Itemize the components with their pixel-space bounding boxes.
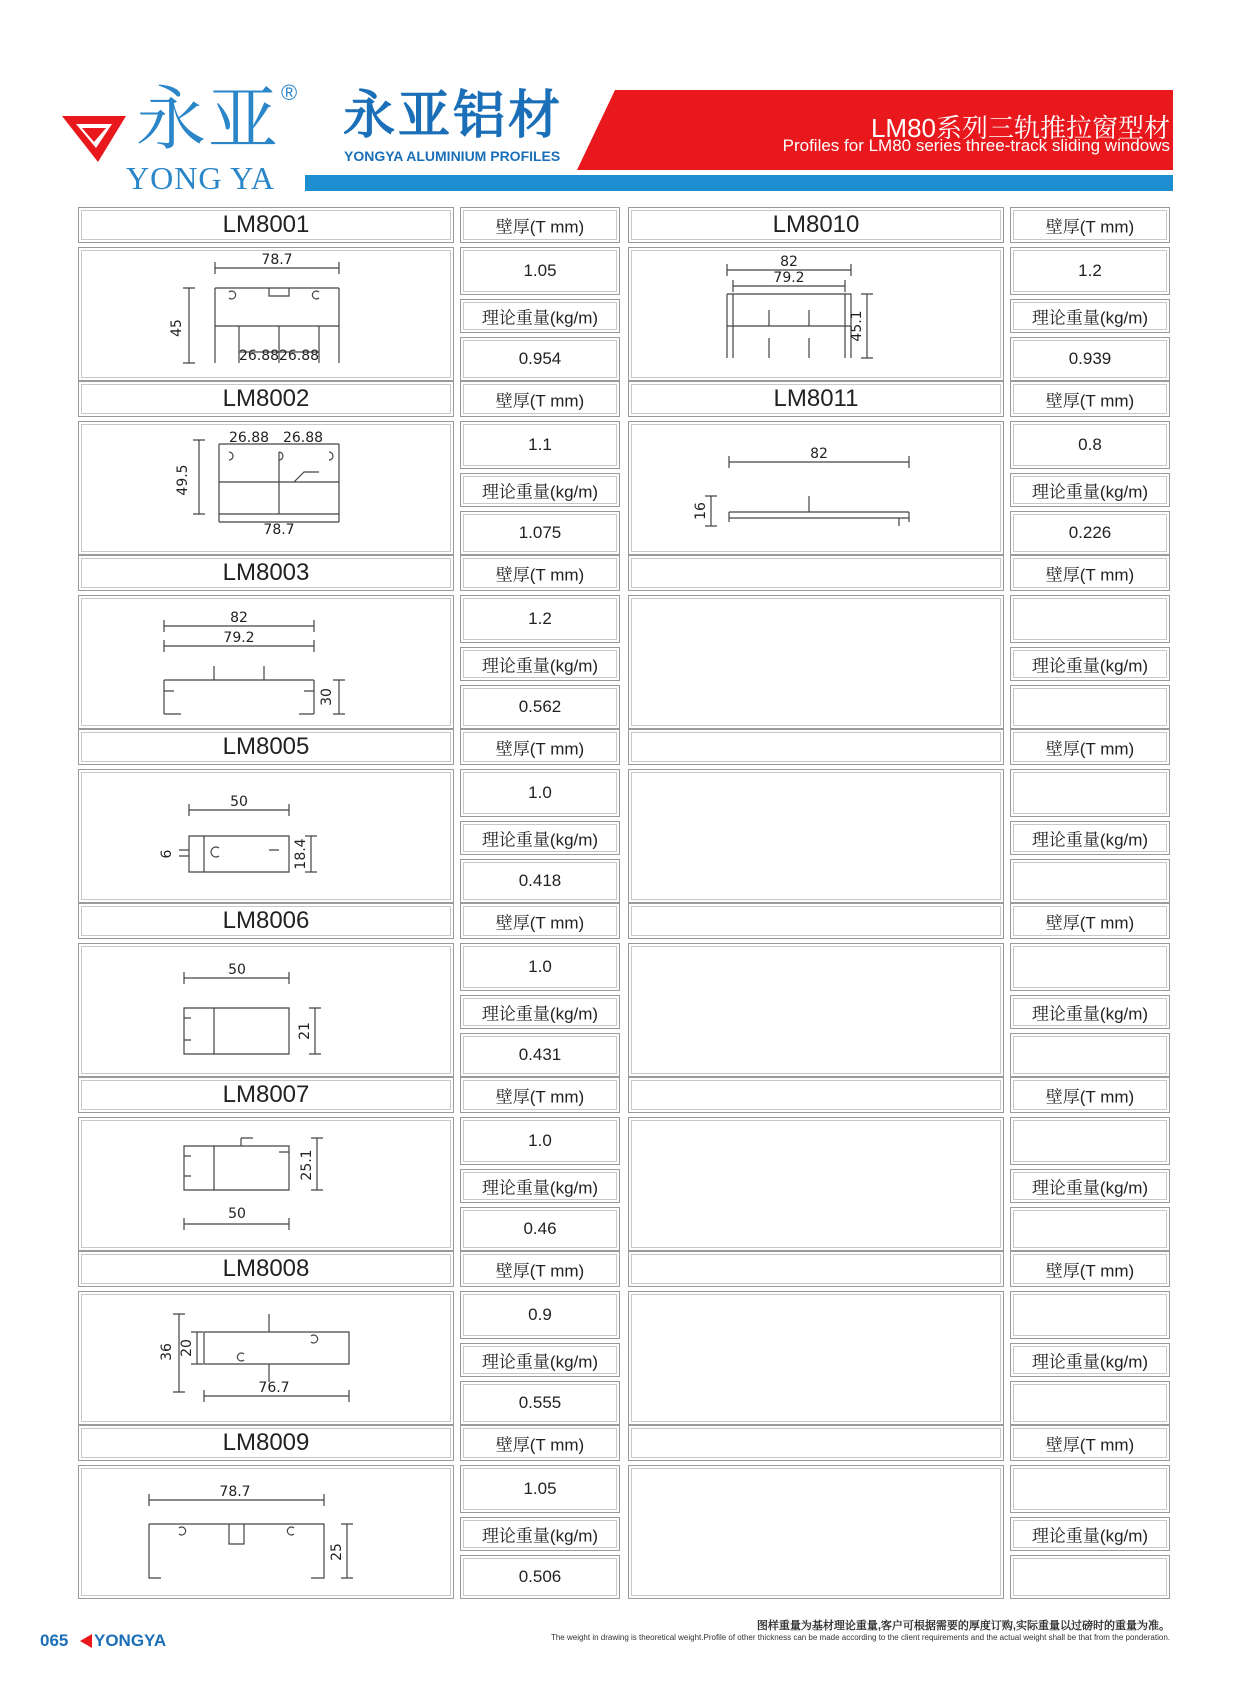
dimension-label: 26.88 — [228, 430, 270, 446]
empty-drawing-cell — [628, 769, 1004, 903]
thickness-label-cell — [460, 1425, 620, 1461]
weight-label: 理论重量(kg/m) — [481, 1352, 599, 1372]
profile-drawing-lm8001-cell — [78, 247, 454, 381]
thickness-label: 壁厚(T mm) — [495, 1087, 585, 1107]
thickness-value-cell — [460, 247, 620, 295]
profile-name: LM8002 — [222, 385, 310, 412]
weight-label-cell — [460, 647, 620, 681]
weight-label-cell — [1010, 299, 1170, 333]
weight-value-cell — [1010, 1555, 1170, 1599]
dimension-label: 45 — [169, 319, 185, 337]
dimension-label: 82 — [810, 446, 828, 462]
profile-drawing-lm8005-cell — [78, 769, 454, 903]
thickness-value: 1.2 — [528, 609, 552, 628]
footer-note-cn: 图样重量为基材理论重量,客户可根据需要的厚度订购,实际重量以过磅时的重量为准。 — [756, 1620, 1170, 1632]
dimension-label: 25 — [329, 1543, 345, 1561]
weight-value-cell — [460, 337, 620, 381]
dimension-label: 26.88 — [278, 348, 320, 364]
profile-name: LM8010 — [772, 211, 860, 238]
thickness-label: 壁厚(T mm) — [495, 217, 585, 237]
thickness-value: 0.8 — [1078, 435, 1102, 454]
thickness-label-cell — [1010, 207, 1170, 243]
weight-label-cell — [1010, 1343, 1170, 1377]
weight-label: 理论重量(kg/m) — [1031, 1004, 1149, 1024]
thickness-value: 1.0 — [528, 783, 552, 802]
weight-value: 0.954 — [518, 349, 562, 368]
company-name-en: YONGYA ALUMINIUM PROFILES — [344, 148, 561, 164]
weight-value: 0.939 — [1068, 349, 1112, 368]
thickness-label-cell — [1010, 903, 1170, 939]
thickness-label-cell — [460, 555, 620, 591]
dimension-label: 6 — [159, 849, 175, 859]
empty-name-cell — [628, 903, 1004, 939]
thickness-label: 壁厚(T mm) — [1045, 739, 1135, 759]
cross-section-diagram — [79, 770, 453, 902]
weight-label: 理论重量(kg/m) — [481, 308, 599, 328]
weight-value-cell — [460, 1207, 620, 1251]
weight-value-cell — [1010, 1207, 1170, 1251]
profile-name-cell — [628, 207, 1004, 243]
thickness-value: 0.9 — [528, 1305, 552, 1324]
weight-value-cell — [460, 859, 620, 903]
dimension-label: 21 — [297, 1022, 313, 1040]
dimension-label: 78.7 — [263, 522, 295, 538]
weight-label: 理论重量(kg/m) — [481, 1526, 599, 1546]
profile-name: LM8007 — [222, 1081, 310, 1108]
weight-label-cell — [1010, 647, 1170, 681]
thickness-label-cell — [460, 207, 620, 243]
weight-value-cell — [1010, 511, 1170, 555]
profile-name-cell — [78, 903, 454, 939]
empty-name-cell — [628, 1425, 1004, 1461]
weight-value: 0.46 — [523, 1219, 557, 1238]
profile-drawing-lm8002-cell — [78, 421, 454, 555]
weight-label: 理论重量(kg/m) — [481, 1178, 599, 1198]
weight-value: 0.226 — [1068, 523, 1112, 542]
profile-name: LM8006 — [222, 907, 310, 934]
profile-name: LM8008 — [222, 1255, 310, 1282]
dimension-label: 50 — [228, 962, 246, 978]
thickness-value: 1.05 — [523, 261, 557, 280]
cross-section-diagram — [79, 1118, 453, 1250]
weight-label-cell — [460, 473, 620, 507]
thickness-label: 壁厚(T mm) — [495, 739, 585, 759]
thickness-value: 1.05 — [523, 1479, 557, 1498]
weight-label-cell — [460, 995, 620, 1029]
thickness-label-cell — [460, 381, 620, 417]
brand-name-cn: 永亚 — [136, 78, 280, 160]
yongya-logo-mark — [62, 112, 126, 166]
empty-name-cell — [628, 1251, 1004, 1287]
thickness-label-cell — [1010, 555, 1170, 591]
empty-drawing-cell — [628, 1117, 1004, 1251]
weight-value: 0.418 — [518, 871, 562, 890]
weight-value-cell — [460, 1381, 620, 1425]
header-blue-band — [305, 175, 1173, 191]
weight-label-cell — [460, 1517, 620, 1551]
weight-label: 理论重量(kg/m) — [1031, 1178, 1149, 1198]
cross-section-diagram — [79, 422, 453, 554]
thickness-value-cell — [460, 1465, 620, 1513]
weight-label: 理论重量(kg/m) — [1031, 1352, 1149, 1372]
profile-name-cell — [78, 729, 454, 765]
thickness-value-cell — [460, 1117, 620, 1165]
profile-drawing-lm8003-cell — [78, 595, 454, 729]
footer-note-en: The weight in drawing is theoretical weight.Profile of other thickness can be made according to the client requirements and the actual weight shall be that from the ponderation. — [550, 1633, 1170, 1642]
dimension-label: 82 — [780, 254, 798, 270]
profile-name: LM8005 — [222, 733, 310, 760]
thickness-label: 壁厚(T mm) — [1045, 217, 1135, 237]
profile-name-cell — [78, 1077, 454, 1113]
empty-drawing-cell — [628, 1291, 1004, 1425]
dimension-label: 45.1 — [849, 310, 865, 342]
page-number: 065 — [40, 1631, 69, 1650]
thickness-label-cell — [460, 903, 620, 939]
profile-drawing-lm8007-cell — [78, 1117, 454, 1251]
thickness-value-cell — [460, 943, 620, 991]
weight-label: 理论重量(kg/m) — [1031, 308, 1149, 328]
weight-value-cell — [460, 511, 620, 555]
brand-name-en: YONG YA — [126, 160, 275, 196]
dimension-label: 76.7 — [258, 1380, 290, 1396]
dimension-label: 78.7 — [219, 1484, 251, 1500]
profile-drawing-lm8011-cell — [628, 421, 1004, 555]
profile-drawing-lm8009-cell — [78, 1465, 454, 1599]
thickness-value-cell — [1010, 769, 1170, 817]
profile-name-cell — [78, 207, 454, 243]
thickness-label-cell — [1010, 1425, 1170, 1461]
weight-value: 0.431 — [518, 1045, 562, 1064]
thickness-value-cell — [1010, 943, 1170, 991]
dimension-label: 16 — [693, 502, 709, 520]
cross-section-diagram — [79, 944, 453, 1076]
company-name-cn: 永亚铝材 — [343, 87, 564, 145]
weight-label-cell — [460, 821, 620, 855]
thickness-value-cell — [1010, 421, 1170, 469]
weight-value: 1.075 — [518, 523, 562, 542]
dimension-label: 49.5 — [175, 464, 191, 496]
cross-section-diagram — [629, 248, 1003, 380]
weight-label: 理论重量(kg/m) — [481, 1004, 599, 1024]
profile-name-cell — [628, 381, 1004, 417]
dimension-label: 50 — [230, 794, 248, 810]
series-title-cn: LM80系列三轨推拉窗型材 — [870, 113, 1170, 143]
thickness-value: 1.2 — [1078, 261, 1102, 280]
thickness-label: 壁厚(T mm) — [1045, 913, 1135, 933]
dimension-label: 79.2 — [773, 270, 805, 286]
footer-brand: YONGYA — [94, 1631, 167, 1650]
thickness-label: 壁厚(T mm) — [1045, 1261, 1135, 1281]
thickness-label: 壁厚(T mm) — [495, 565, 585, 585]
dimension-label: 36 — [159, 1343, 175, 1361]
thickness-value: 1.0 — [528, 957, 552, 976]
profile-drawing-lm8008-cell — [78, 1291, 454, 1425]
weight-label-cell — [460, 299, 620, 333]
thickness-value-cell — [460, 595, 620, 643]
dimension-label: 25.1 — [299, 1149, 315, 1181]
series-title-en: Profiles for LM80 series three-track sliding windows — [782, 136, 1170, 155]
weight-label: 理论重量(kg/m) — [1031, 1526, 1149, 1546]
thickness-label: 壁厚(T mm) — [1045, 391, 1135, 411]
profile-name-cell — [78, 555, 454, 591]
weight-label-cell — [1010, 473, 1170, 507]
weight-value-cell — [1010, 1033, 1170, 1077]
weight-value: 0.562 — [518, 697, 562, 716]
weight-value-cell — [1010, 337, 1170, 381]
weight-label: 理论重量(kg/m) — [481, 656, 599, 676]
thickness-value-cell — [1010, 1117, 1170, 1165]
weight-value-cell — [460, 1033, 620, 1077]
thickness-label: 壁厚(T mm) — [495, 1261, 585, 1281]
weight-label: 理论重量(kg/m) — [1031, 830, 1149, 850]
empty-name-cell — [628, 1077, 1004, 1113]
thickness-label: 壁厚(T mm) — [495, 391, 585, 411]
thickness-value-cell — [460, 421, 620, 469]
thickness-label-cell — [1010, 1077, 1170, 1113]
thickness-label: 壁厚(T mm) — [1045, 1087, 1135, 1107]
thickness-label: 壁厚(T mm) — [1045, 565, 1135, 585]
profile-name-cell — [78, 381, 454, 417]
weight-value: 0.555 — [518, 1393, 562, 1412]
weight-value-cell — [460, 685, 620, 729]
weight-label-cell — [1010, 1169, 1170, 1203]
dimension-label: 26.88 — [238, 348, 280, 364]
weight-label: 理论重量(kg/m) — [481, 830, 599, 850]
thickness-label-cell — [460, 729, 620, 765]
thickness-value-cell — [1010, 1291, 1170, 1339]
thickness-value-cell — [1010, 247, 1170, 295]
profile-name: LM8001 — [222, 211, 310, 238]
thickness-value: 1.0 — [528, 1131, 552, 1150]
profile-name: LM8011 — [773, 385, 859, 412]
weight-value: 0.506 — [518, 1567, 562, 1586]
cross-section-diagram — [79, 248, 453, 380]
weight-label: 理论重量(kg/m) — [1031, 482, 1149, 502]
dimension-label: 50 — [228, 1206, 246, 1222]
empty-name-cell — [628, 555, 1004, 591]
dimension-label: 20 — [179, 1339, 195, 1357]
empty-drawing-cell — [628, 943, 1004, 1077]
dimension-label: 26.88 — [282, 430, 324, 446]
weight-value-cell — [1010, 685, 1170, 729]
empty-name-cell — [628, 729, 1004, 765]
cross-section-diagram — [79, 1466, 453, 1598]
profile-name-cell — [78, 1425, 454, 1461]
cross-section-diagram — [79, 1292, 453, 1424]
dimension-label: 78.7 — [261, 252, 293, 268]
thickness-label: 壁厚(T mm) — [495, 913, 585, 933]
dimension-label: 18.4 — [293, 838, 309, 870]
thickness-label-cell — [1010, 729, 1170, 765]
profile-drawing-lm8010-cell — [628, 247, 1004, 381]
cross-section-diagram — [79, 596, 453, 728]
thickness-value-cell — [460, 769, 620, 817]
registered-mark: ® — [281, 80, 298, 105]
weight-label-cell — [460, 1343, 620, 1377]
thickness-label-cell — [460, 1251, 620, 1287]
profile-name-cell — [78, 1251, 454, 1287]
thickness-value-cell — [460, 1291, 620, 1339]
dimension-label: 79.2 — [223, 630, 255, 646]
thickness-value-cell — [1010, 595, 1170, 643]
thickness-value: 1.1 — [528, 435, 552, 454]
empty-drawing-cell — [628, 1465, 1004, 1599]
profile-name: LM8009 — [222, 1429, 310, 1456]
thickness-label: 壁厚(T mm) — [1045, 1435, 1135, 1455]
weight-value-cell — [1010, 859, 1170, 903]
weight-label-cell — [1010, 995, 1170, 1029]
thickness-label-cell — [1010, 381, 1170, 417]
weight-label-cell — [1010, 1517, 1170, 1551]
weight-label: 理论重量(kg/m) — [481, 482, 599, 502]
profile-drawing-lm8006-cell — [78, 943, 454, 1077]
thickness-label: 壁厚(T mm) — [495, 1435, 585, 1455]
thickness-label-cell — [1010, 1251, 1170, 1287]
weight-value-cell — [460, 1555, 620, 1599]
weight-label-cell — [460, 1169, 620, 1203]
weight-value-cell — [1010, 1381, 1170, 1425]
thickness-value-cell — [1010, 1465, 1170, 1513]
weight-label-cell — [1010, 821, 1170, 855]
profile-name: LM8003 — [222, 559, 310, 586]
cross-section-diagram — [629, 422, 1003, 554]
weight-label: 理论重量(kg/m) — [1031, 656, 1149, 676]
dimension-label: 82 — [230, 610, 248, 626]
dimension-label: 30 — [319, 688, 335, 706]
thickness-label-cell — [460, 1077, 620, 1113]
empty-drawing-cell — [628, 595, 1004, 729]
arrow-left-icon — [80, 1634, 92, 1648]
